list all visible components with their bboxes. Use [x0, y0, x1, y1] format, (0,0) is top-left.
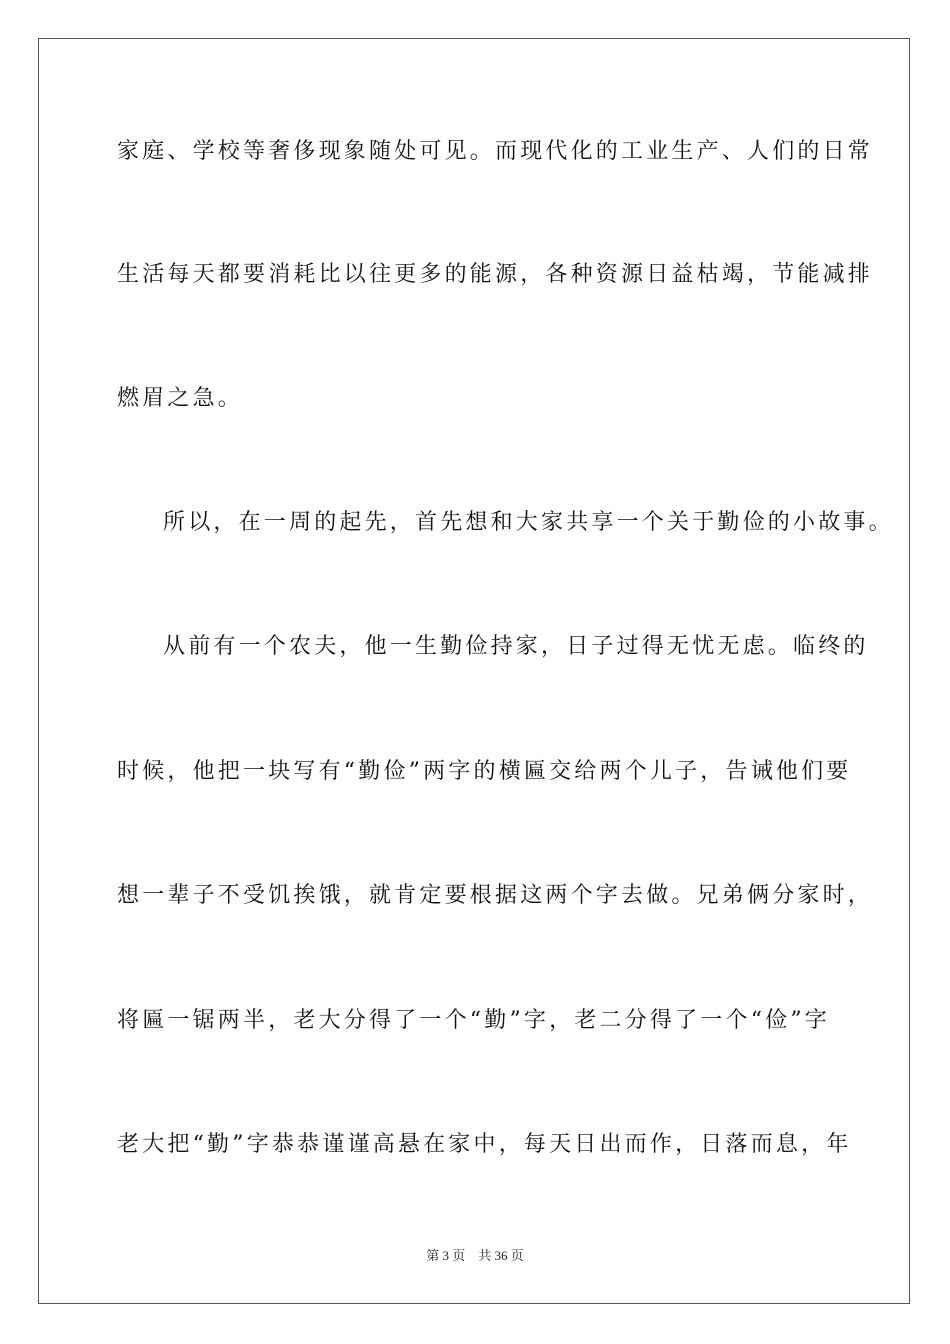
page-border: [38, 38, 910, 1304]
text-line: 想一辈子不受饥挨饿，就肯定要根据这两个字去做。兄弟俩分家时，: [117, 883, 874, 908]
page-number-footer: 第 3 页 共 36 页: [426, 1248, 524, 1263]
text-line: 所以，在一周的起先，首先想和大家共享一个关于勤俭的小故事。: [163, 510, 894, 535]
text-line: 家庭、学校等奢侈现象随处可见。而现代化的工业生产、人们的日常: [117, 139, 874, 164]
text-line: 生活每天都要消耗比以往更多的能源，各种资源日益枯竭，节能减排: [117, 262, 874, 287]
text-line: 时候，他把一块写有“勤俭”两字的横匾交给两个儿子，告诫他们要: [117, 759, 852, 784]
text-line: 老大把“勤”字恭恭谨谨高悬在家中，每天日出而作，日落而息，年: [117, 1132, 852, 1157]
text-line: 将匾一锯两半，老大分得了一个“勤”字，老二分得了一个“俭”字: [117, 1008, 830, 1033]
text-line: 燃眉之急。: [117, 386, 244, 411]
text-line: 从前有一个农夫，他一生勤俭持家，日子过得无忧无虑。临终的: [163, 634, 869, 659]
